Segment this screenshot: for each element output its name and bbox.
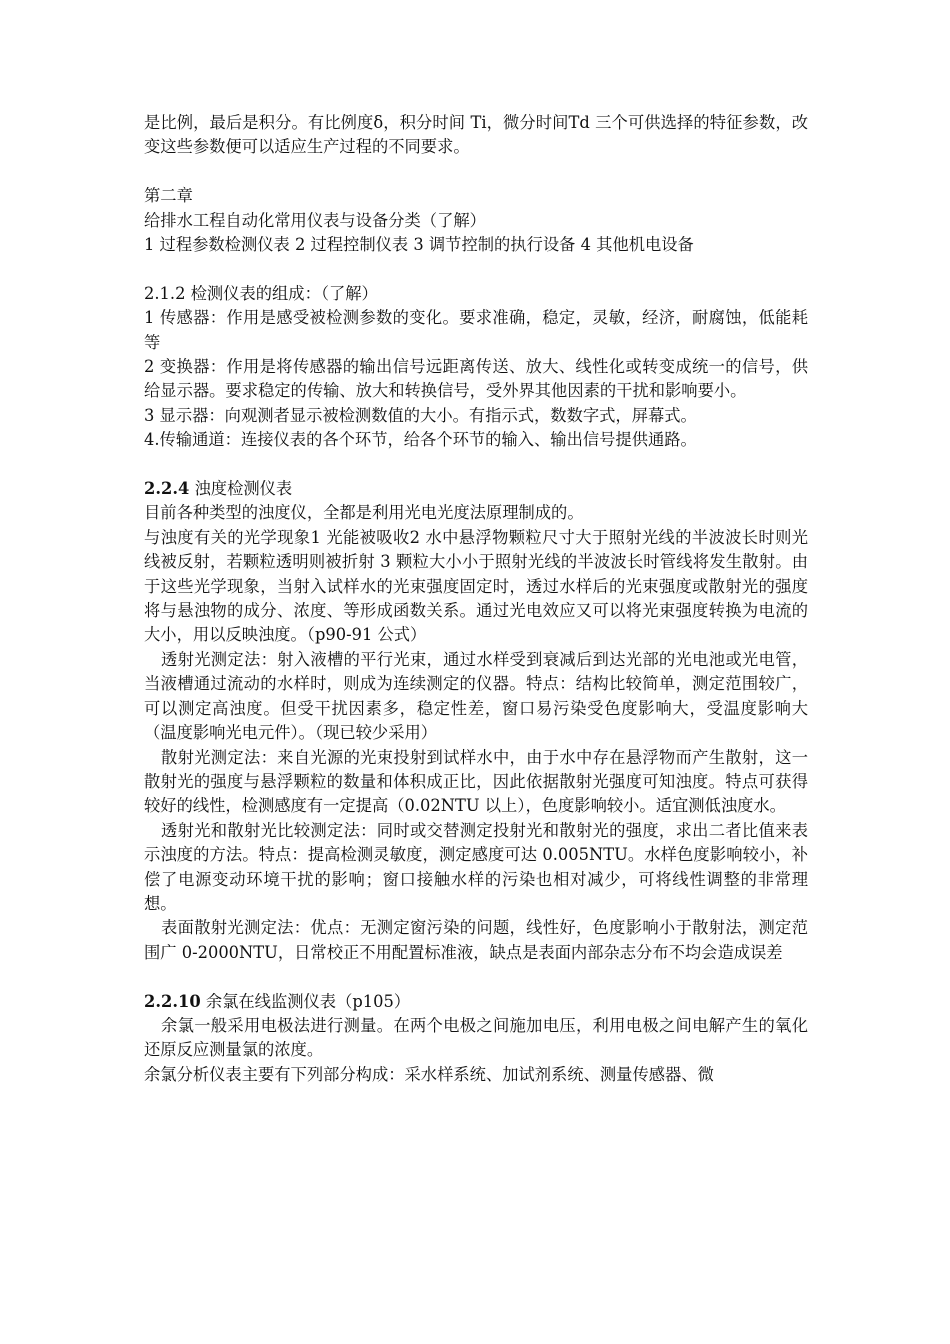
classify-title: 给排水工程自动化常用仪表与设备分类（了解）: [144, 210, 486, 230]
spacer: [144, 257, 808, 281]
section-2-2-4-scattering-method: 散射光测定法：来自光源的光束投射到试样水中，由于水中存在悬浮物而产生散射，这一散射光的强度与悬浮颗粒的数量和体积成正比，因此依据散射光强度可知浊度。特点可获得较好的线性，检测感度有一定提高（0.02NTU 以上），色度影响较小。适宜测低浊度水。: [144, 747, 808, 816]
section-2-2-4-heading: [144, 477, 808, 501]
section-2-2-10-paragraph-2: 余氯分析仪表主要有下列部分构成：采水样系统、加试剂系统、测量传感器、微: [144, 1064, 714, 1084]
section-2-1-2-item-channel: 4.传输通道：连接仪表的各个环节，给各个环节的输入、输出信号提供通路。: [144, 430, 697, 450]
spacer: [144, 160, 808, 184]
section-2-1-2-title: 2.1.2 检测仪表的组成：（了解）: [144, 283, 378, 303]
spacer: [144, 453, 808, 477]
section-2-1-2-item-sensor: 1 传感器：作用是感受被检测参数的变化。要求准确，稳定，灵敏，经济，耐腐蚀，低能耗等: [144, 308, 808, 352]
intro-paragraph: 是比例，最后是积分。有比例度δ，积分时间 Ti，微分时间Td 三个可供选择的特征参数，改变这些参数便可以适应生产过程的不同要求。: [144, 113, 808, 157]
document-page: [144, 111, 808, 1087]
section-2-2-4-ratio-method: 透射光和散射光比较测定法：同时或交替测定投射光和散射光的强度，求出二者比值来表示浊度的方法。特点：提高检测灵敏度，测定感度可达 0.005NTU。水样色度影响较小，补偿了电源变动环境干扰的影响；窗口接触水样的污染也相对减少，可将线性调整的非常理想。: [144, 820, 808, 913]
section-2-2-4-surface-scattering-method: 表面散射光测定法：优点：无测定窗污染的问题，线性好，色度影响小于散射法，测定范围广 0-2000NTU，日常校正不用配置标准液，缺点是表面内部杂志分布不均会造成误差: [144, 918, 808, 962]
section-2-2-4-title: 浊度检测仪表: [189, 479, 293, 499]
spacer: [144, 965, 808, 989]
section-2-2-4-number: 2.2.4: [144, 479, 190, 499]
section-2-2-10-paragraph-1: 余氯一般采用电极法进行测量。在两个电极之间施加电压，利用电极之间电解产生的氧化还原反应测量氯的浓度。: [144, 1015, 808, 1060]
classify-list: 1 过程参数检测仪表 2 过程控制仪表 3 调节控制的执行设备 4 其他机电设备: [144, 235, 694, 255]
section-2-2-4-paragraph-1: 目前各种类型的浊度仪，全都是利用光电光度法原理制成的。: [144, 503, 584, 523]
chapter-heading: 第二章: [144, 186, 193, 206]
section-2-2-10-heading: [144, 990, 808, 1014]
section-2-2-4-paragraph-2: 与浊度有关的光学现象1 光能被吸收2 水中悬浮物颗粒尺寸大于照射光线的半波波长时则光线被反射，若颗粒透明则被折射 3 颗粒大小小于照射光线的半波波长时管线将发生散射。由于这些光学现象，当射入试样水的光束强度固定时，透过水样后的光束强度或散射光的强度将与悬浊物的成分、浓度、等形成函数关系。通过光电效应又可以将光束强度转换为电流的大小，用以反映浊度。（p90-91 公式）: [144, 527, 808, 645]
section-2-1-2-item-transducer: 2 变换器：作用是将传感器的输出信号远距离传送、放大、线性化或转变成统一的信号，供给显示器。要求稳定的传输、放大和转换信号，受外界其他因素的干扰和影响要小。: [144, 357, 808, 401]
section-2-1-2-item-display: 3 显示器：向观测者显示被检测数值的大小。有指示式，数数字式，屏幕式。: [144, 405, 697, 425]
section-2-2-10-number: 2.2.10: [144, 991, 201, 1011]
section-2-2-4-transmission-method: 透射光测定法：射入液槽的平行光束，通过水样受到衰减后到达光部的光电池或光电管，当液槽通过流动的水样时，则成为连续测定的仪器。特点：结构比较简单，测定范围较广，可以测定高浊度。但受干扰因素多，稳定性差，窗口易污染受色度影响大，受温度影响大（温度影响光电元件）。（现已较少采用）: [144, 649, 808, 743]
section-2-2-10-title: 余氯在线监测仪表（p105）: [200, 991, 411, 1011]
